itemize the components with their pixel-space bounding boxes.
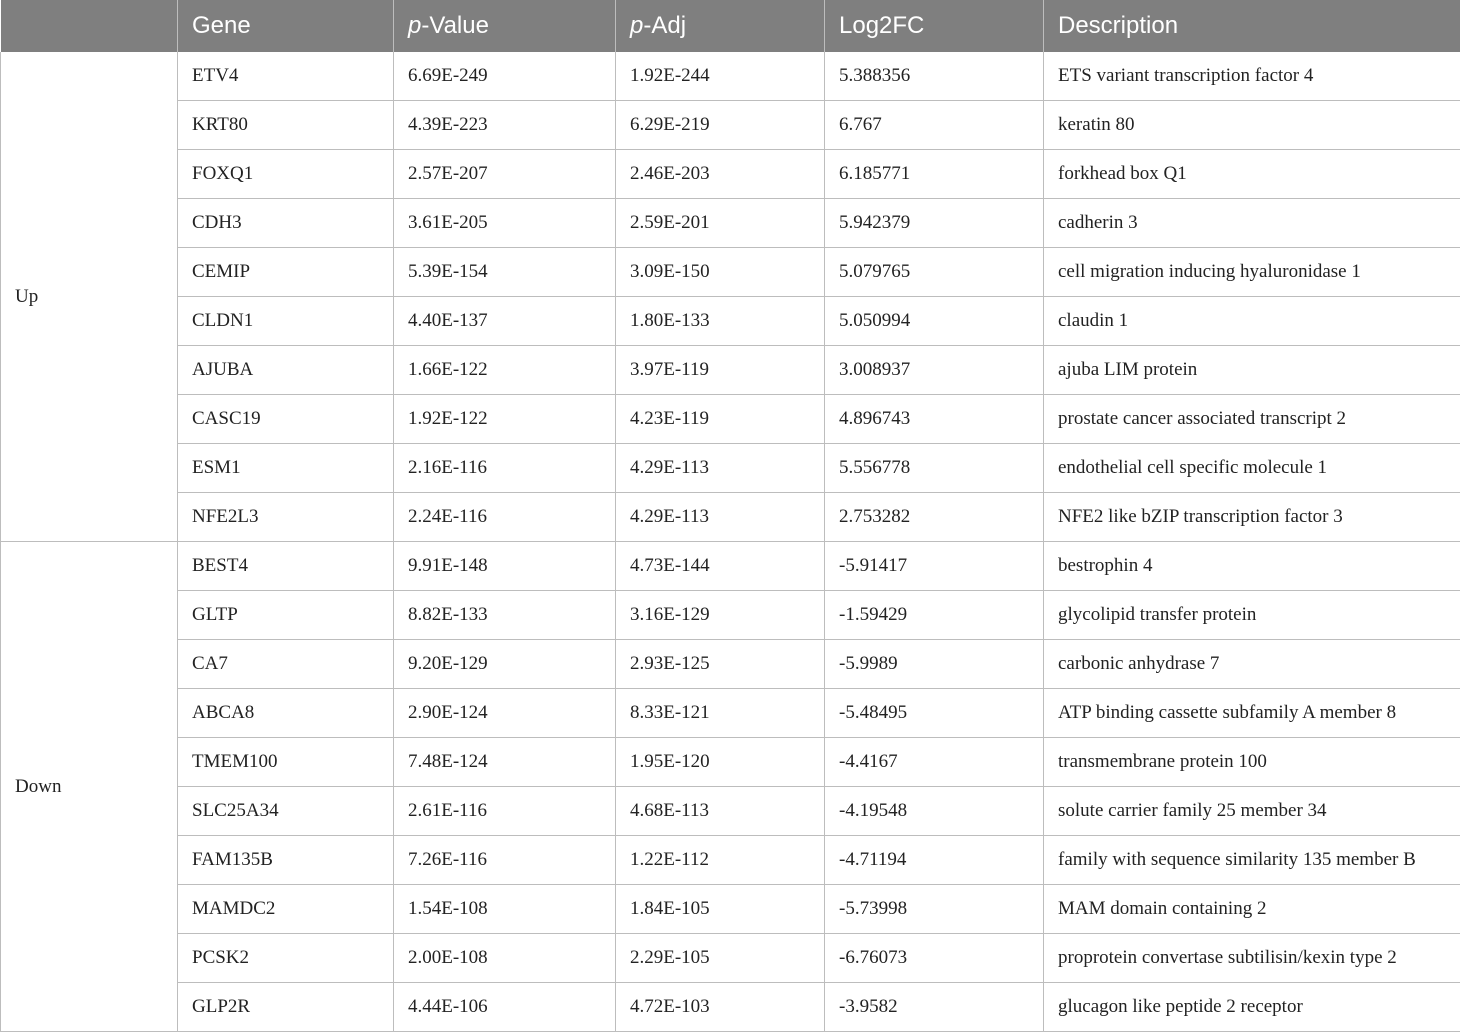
- group-label: Down: [1, 542, 178, 1032]
- header-log2fc: Log2FC: [825, 0, 1044, 52]
- cell-description: forkhead box Q1: [1044, 150, 1460, 199]
- cell-gene: TMEM100: [178, 738, 394, 787]
- cell-description: claudin 1: [1044, 297, 1460, 346]
- cell-log2fc: 5.942379: [825, 199, 1044, 248]
- cell-pvalue: 1.66E-122: [394, 346, 616, 395]
- table-row: [1, 640, 1460, 689]
- cell-padj: 1.92E-244: [616, 52, 825, 101]
- table-row: [1, 934, 1460, 983]
- cell-gene: AJUBA: [178, 346, 394, 395]
- header-pvalue-italic: p: [408, 12, 421, 39]
- cell-gene: GLP2R: [178, 983, 394, 1032]
- cell-pvalue: 5.39E-154: [394, 248, 616, 297]
- table-row: [1, 542, 1460, 591]
- table-row: [1, 444, 1460, 493]
- cell-log2fc: -3.9582: [825, 983, 1044, 1032]
- cell-gene: FOXQ1: [178, 150, 394, 199]
- cell-pvalue: 2.24E-116: [394, 493, 616, 542]
- cell-padj: 2.46E-203: [616, 150, 825, 199]
- cell-pvalue: 4.40E-137: [394, 297, 616, 346]
- cell-padj: 4.23E-119: [616, 395, 825, 444]
- cell-log2fc: 5.050994: [825, 297, 1044, 346]
- table-row: [1, 199, 1460, 248]
- cell-description: endothelial cell specific molecule 1: [1044, 444, 1460, 493]
- cell-log2fc: -4.19548: [825, 787, 1044, 836]
- cell-pvalue: 4.44E-106: [394, 983, 616, 1032]
- cell-padj: 8.33E-121: [616, 689, 825, 738]
- cell-gene: CASC19: [178, 395, 394, 444]
- cell-description: family with sequence similarity 135 member B: [1044, 836, 1460, 885]
- cell-description: transmembrane protein 100: [1044, 738, 1460, 787]
- group-label: Up: [1, 52, 178, 542]
- cell-gene: ABCA8: [178, 689, 394, 738]
- cell-pvalue: 2.57E-207: [394, 150, 616, 199]
- header-padj-italic: p: [630, 12, 643, 39]
- cell-gene: SLC25A34: [178, 787, 394, 836]
- cell-log2fc: 2.753282: [825, 493, 1044, 542]
- cell-description: ajuba LIM protein: [1044, 346, 1460, 395]
- header-group: [1, 0, 178, 52]
- table-row: [1, 101, 1460, 150]
- cell-description: keratin 80: [1044, 101, 1460, 150]
- cell-pvalue: 2.90E-124: [394, 689, 616, 738]
- cell-pvalue: 7.26E-116: [394, 836, 616, 885]
- cell-pvalue: 8.82E-133: [394, 591, 616, 640]
- cell-log2fc: 5.388356: [825, 52, 1044, 101]
- cell-description: cadherin 3: [1044, 199, 1460, 248]
- cell-padj: 1.22E-112: [616, 836, 825, 885]
- cell-log2fc: -5.48495: [825, 689, 1044, 738]
- header-padj: [616, 0, 825, 52]
- cell-log2fc: 5.079765: [825, 248, 1044, 297]
- table-row: [1, 297, 1460, 346]
- table-row: [1, 493, 1460, 542]
- table-row: [1, 836, 1460, 885]
- table-header: [1, 0, 1460, 52]
- cell-log2fc: -4.71194: [825, 836, 1044, 885]
- cell-pvalue: 3.61E-205: [394, 199, 616, 248]
- cell-padj: 6.29E-219: [616, 101, 825, 150]
- cell-pvalue: 4.39E-223: [394, 101, 616, 150]
- table-row: [1, 248, 1460, 297]
- cell-log2fc: -5.73998: [825, 885, 1044, 934]
- cell-pvalue: 1.54E-108: [394, 885, 616, 934]
- cell-padj: 4.29E-113: [616, 444, 825, 493]
- cell-pvalue: 2.61E-116: [394, 787, 616, 836]
- cell-pvalue: 9.20E-129: [394, 640, 616, 689]
- cell-pvalue: 1.92E-122: [394, 395, 616, 444]
- cell-padj: 2.93E-125: [616, 640, 825, 689]
- cell-padj: 4.73E-144: [616, 542, 825, 591]
- cell-padj: 3.09E-150: [616, 248, 825, 297]
- table-row: [1, 738, 1460, 787]
- table-row: [1, 150, 1460, 199]
- cell-gene: CA7: [178, 640, 394, 689]
- header-row: [1, 0, 1460, 52]
- cell-description: glucagon like peptide 2 receptor: [1044, 983, 1460, 1032]
- table-row: [1, 885, 1460, 934]
- table-row: [1, 787, 1460, 836]
- cell-description: NFE2 like bZIP transcription factor 3: [1044, 493, 1460, 542]
- cell-gene: BEST4: [178, 542, 394, 591]
- table-row: [1, 52, 1460, 101]
- cell-log2fc: 6.185771: [825, 150, 1044, 199]
- cell-gene: CEMIP: [178, 248, 394, 297]
- cell-log2fc: 3.008937: [825, 346, 1044, 395]
- cell-log2fc: -5.91417: [825, 542, 1044, 591]
- cell-log2fc: -6.76073: [825, 934, 1044, 983]
- table-row: [1, 983, 1460, 1032]
- header-pvalue-suffix: -Value: [421, 12, 489, 39]
- cell-padj: 2.59E-201: [616, 199, 825, 248]
- table-row: [1, 395, 1460, 444]
- cell-padj: 4.68E-113: [616, 787, 825, 836]
- cell-padj: 2.29E-105: [616, 934, 825, 983]
- cell-log2fc: 5.556778: [825, 444, 1044, 493]
- cell-pvalue: 9.91E-148: [394, 542, 616, 591]
- cell-padj: 1.80E-133: [616, 297, 825, 346]
- cell-log2fc: -4.4167: [825, 738, 1044, 787]
- table-row: [1, 591, 1460, 640]
- cell-description: MAM domain containing 2: [1044, 885, 1460, 934]
- cell-description: ETS variant transcription factor 4: [1044, 52, 1460, 101]
- cell-gene: KRT80: [178, 101, 394, 150]
- cell-log2fc: -1.59429: [825, 591, 1044, 640]
- cell-gene: FAM135B: [178, 836, 394, 885]
- cell-description: proprotein convertase subtilisin/kexin type 2: [1044, 934, 1460, 983]
- cell-gene: PCSK2: [178, 934, 394, 983]
- cell-gene: GLTP: [178, 591, 394, 640]
- cell-padj: 4.29E-113: [616, 493, 825, 542]
- cell-description: glycolipid transfer protein: [1044, 591, 1460, 640]
- cell-log2fc: 6.767: [825, 101, 1044, 150]
- cell-description: cell migration inducing hyaluronidase 1: [1044, 248, 1460, 297]
- cell-gene: ESM1: [178, 444, 394, 493]
- cell-padj: 1.95E-120: [616, 738, 825, 787]
- table-row: [1, 346, 1460, 395]
- cell-description: ATP binding cassette subfamily A member 8: [1044, 689, 1460, 738]
- cell-padj: 1.84E-105: [616, 885, 825, 934]
- cell-pvalue: 2.00E-108: [394, 934, 616, 983]
- table-body: [1, 52, 1460, 1032]
- cell-pvalue: 6.69E-249: [394, 52, 616, 101]
- header-pvalue: [394, 0, 616, 52]
- cell-pvalue: 7.48E-124: [394, 738, 616, 787]
- header-description: Description: [1044, 0, 1460, 52]
- cell-log2fc: -5.9989: [825, 640, 1044, 689]
- table-row: [1, 689, 1460, 738]
- header-padj-suffix: -Adj: [643, 12, 686, 39]
- cell-pvalue: 2.16E-116: [394, 444, 616, 493]
- cell-description: solute carrier family 25 member 34: [1044, 787, 1460, 836]
- cell-gene: MAMDC2: [178, 885, 394, 934]
- cell-description: prostate cancer associated transcript 2: [1044, 395, 1460, 444]
- cell-gene: ETV4: [178, 52, 394, 101]
- cell-description: carbonic anhydrase 7: [1044, 640, 1460, 689]
- cell-padj: 4.72E-103: [616, 983, 825, 1032]
- cell-gene: NFE2L3: [178, 493, 394, 542]
- cell-gene: CDH3: [178, 199, 394, 248]
- cell-description: bestrophin 4: [1044, 542, 1460, 591]
- cell-padj: 3.97E-119: [616, 346, 825, 395]
- cell-log2fc: 4.896743: [825, 395, 1044, 444]
- header-gene: Gene: [178, 0, 394, 52]
- cell-gene: CLDN1: [178, 297, 394, 346]
- cell-padj: 3.16E-129: [616, 591, 825, 640]
